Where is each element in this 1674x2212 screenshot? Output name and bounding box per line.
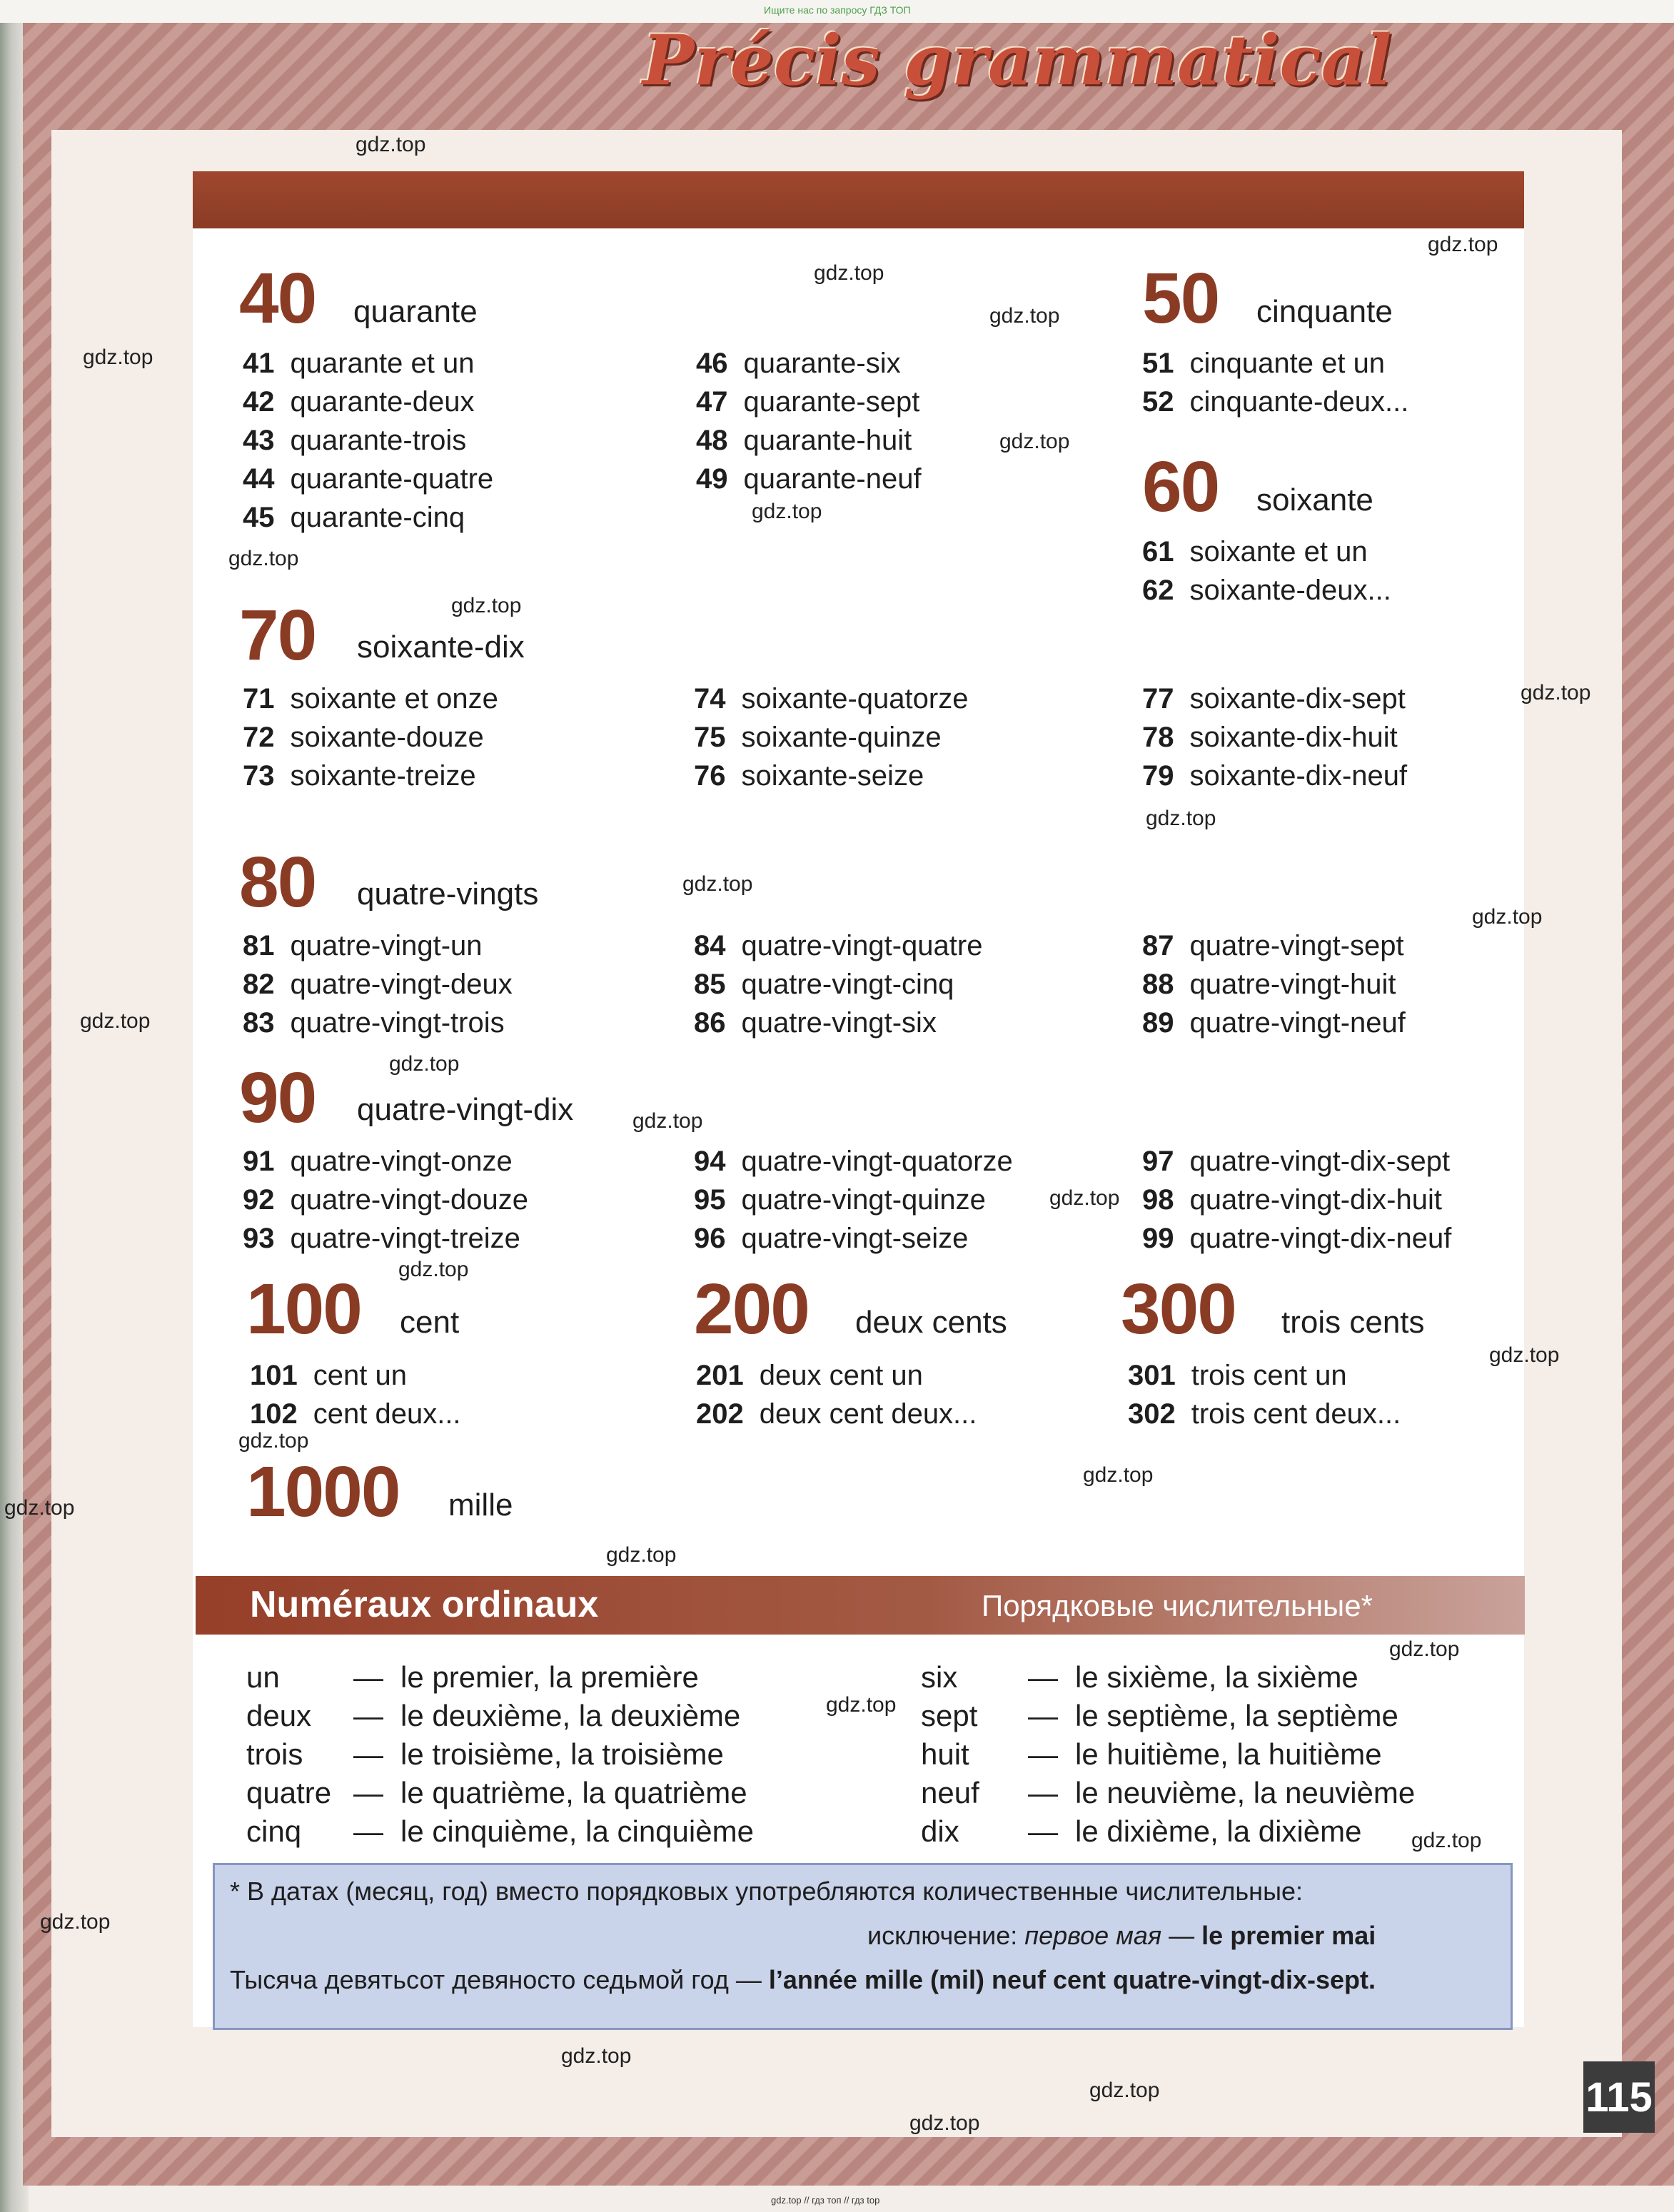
number-digits: 48 (696, 425, 728, 456)
big-number-100: 100 (246, 1269, 361, 1349)
word-1000: mille (448, 1488, 513, 1522)
number-word: quarante-trois (290, 425, 467, 456)
word-40: quarante (353, 294, 478, 329)
number-digits: 77 (1142, 683, 1174, 714)
number-row (243, 1004, 505, 1042)
number-row (694, 718, 942, 757)
number-digits: 47 (696, 386, 728, 418)
number-word: quarante-quatre (290, 463, 494, 495)
number-word: quatre-vingt-treize (290, 1223, 520, 1254)
ordinal-row (246, 1697, 740, 1735)
cardinal-word: huit (921, 1737, 969, 1771)
number-digits: 302 (1128, 1398, 1176, 1430)
number-word: cent un (313, 1360, 407, 1391)
number-digits: 84 (694, 930, 726, 961)
number-word: soixante-quatorze (741, 683, 969, 714)
number-row (696, 1395, 977, 1433)
number-word: quarante-neuf (743, 463, 922, 495)
watermark: gdz.top (40, 1910, 111, 1934)
watermark: gdz.top (1521, 681, 1591, 704)
number-row (694, 680, 968, 718)
number-word: quatre-vingt-deux (290, 969, 513, 1000)
number-row (1142, 1181, 1442, 1219)
number-digits: 41 (243, 348, 275, 379)
ordinal-forms: le quatrième, la quatrième (400, 1776, 747, 1809)
watermark: gdz.top (1049, 1186, 1120, 1210)
number-row (243, 383, 474, 421)
number-digits: 86 (694, 1007, 726, 1039)
number-digits: 87 (1142, 930, 1174, 961)
number-digits: 95 (694, 1184, 726, 1216)
watermark: gdz.top (606, 1543, 677, 1567)
number-digits: 96 (694, 1223, 726, 1254)
ordinal-row (246, 1812, 754, 1851)
dash: — (353, 1699, 383, 1732)
bottom-note: gdz.top // гдз топ // гдз top (771, 2195, 880, 2206)
number-word: soixante et un (1189, 536, 1368, 567)
number-digits: 91 (243, 1146, 275, 1177)
watermark: gdz.top (389, 1052, 460, 1076)
number-word: cinquante et un (1189, 348, 1386, 379)
watermark: gdz.top (561, 2044, 632, 2068)
number-row (243, 680, 498, 718)
number-word: quatre-vingt-dix-sept (1189, 1146, 1451, 1177)
number-digits: 98 (1142, 1184, 1174, 1216)
number-digits: 51 (1142, 348, 1174, 379)
number-word: quarante-cinq (290, 502, 465, 533)
panel-header-bar (193, 171, 1524, 228)
number-word: quatre-vingt-seize (741, 1223, 969, 1254)
watermark: gdz.top (4, 1496, 75, 1520)
watermark: gdz.top (356, 133, 426, 156)
number-row (243, 421, 466, 460)
number-row (694, 926, 982, 965)
number-row (694, 1181, 986, 1219)
ordinal-forms: le sixième, la sixième (1075, 1660, 1358, 1694)
number-row (250, 1356, 407, 1395)
number-word: trois cent un (1191, 1360, 1347, 1391)
watermark: gdz.top (228, 547, 299, 570)
word-80: quatre-vingts (357, 877, 539, 911)
number-digits: 43 (243, 425, 275, 456)
watermark: gdz.top (1428, 233, 1498, 256)
dash: — (353, 1737, 383, 1771)
number-digits: 78 (1142, 722, 1174, 753)
number-row (1142, 926, 1404, 965)
watermark: gdz.top (682, 872, 753, 896)
watermark: gdz.top (826, 1693, 897, 1717)
word-50: cinquante (1256, 294, 1393, 329)
ordinal-forms: le deuxième, la deuxième (400, 1699, 741, 1732)
number-row (1142, 718, 1398, 757)
number-digits: 92 (243, 1184, 275, 1216)
number-row (694, 1142, 1013, 1181)
number-digits: 83 (243, 1007, 275, 1039)
number-word: deux cent un (759, 1360, 923, 1391)
number-row (696, 460, 922, 498)
number-digits: 85 (694, 969, 726, 1000)
number-row (1142, 383, 1408, 421)
number-word: soixante-deux... (1189, 575, 1391, 606)
number-row (243, 498, 465, 537)
ordinal-row (246, 1658, 699, 1697)
number-row (1142, 965, 1396, 1004)
number-digits: 74 (694, 683, 726, 714)
number-word: soixante-treize (290, 760, 476, 792)
number-digits: 202 (696, 1398, 744, 1430)
note-exception-ru: первое мая (1024, 1921, 1162, 1950)
ordinal-forms: le premier, la première (400, 1660, 699, 1694)
note-line-3 (230, 1964, 1376, 1996)
number-row (1142, 571, 1391, 610)
ordinal-row (246, 1735, 724, 1774)
number-digits: 99 (1142, 1223, 1174, 1254)
number-row (694, 757, 924, 795)
cardinal-word: quatre (246, 1776, 332, 1809)
number-row (696, 383, 919, 421)
number-digits: 72 (243, 722, 275, 753)
number-digits: 75 (694, 722, 726, 753)
dash: — (353, 1660, 383, 1694)
note-line-2 (867, 1920, 1376, 1951)
ordinal-forms: le neuvième, la neuvième (1075, 1776, 1416, 1809)
number-row (243, 965, 513, 1004)
number-word: soixante et onze (290, 683, 498, 714)
dash: — (1028, 1660, 1058, 1694)
number-row (243, 718, 484, 757)
cardinal-word: sept (921, 1699, 978, 1732)
number-word: quatre-vingt-onze (290, 1146, 513, 1177)
watermark: gdz.top (398, 1258, 469, 1281)
number-row (1142, 1219, 1451, 1258)
number-word: quarante-sept (743, 386, 920, 418)
note-dash: — (1169, 1921, 1195, 1950)
watermark: gdz.top (1472, 905, 1543, 929)
top-search-note: Ищите нас по запросу ГДЗ ТОП (764, 4, 911, 16)
number-word: quatre-vingt-sept (1189, 930, 1404, 961)
number-word: soixante-dix-sept (1189, 683, 1406, 714)
big-number-90: 90 (239, 1058, 316, 1138)
number-word: quatre-vingt-quatre (741, 930, 983, 961)
watermark: gdz.top (1389, 1637, 1460, 1661)
watermark: gdz.top (451, 594, 522, 617)
big-number-70: 70 (239, 595, 316, 675)
number-word: soixante-douze (290, 722, 484, 753)
watermark: gdz.top (83, 345, 153, 369)
number-row (694, 965, 954, 1004)
watermark: gdz.top (1083, 1463, 1154, 1487)
number-row (696, 421, 912, 460)
ordinal-row (921, 1735, 1382, 1774)
number-digits: 82 (243, 969, 275, 1000)
number-digits: 94 (694, 1146, 726, 1177)
number-row (250, 1395, 461, 1433)
big-number-40: 40 (239, 258, 316, 338)
number-digits: 42 (243, 386, 275, 418)
watermark: gdz.top (814, 261, 884, 285)
watermark: gdz.top (1411, 1829, 1482, 1852)
number-digits: 81 (243, 930, 275, 961)
number-word: quarante et un (290, 348, 475, 379)
dash: — (353, 1776, 383, 1809)
number-word: cent deux... (313, 1398, 461, 1430)
watermark: gdz.top (238, 1429, 309, 1453)
watermark: gdz.top (752, 500, 822, 523)
number-row (694, 1219, 968, 1258)
number-word: quatre-vingt-cinq (741, 969, 954, 1000)
big-number-80: 80 (239, 842, 316, 922)
note-exception-label: исключение: (867, 1921, 1018, 1950)
number-digits: 102 (250, 1398, 298, 1430)
number-word: quatre-vingt-huit (1189, 969, 1396, 1000)
note-year-fr: l’année mille (mil) neuf cent quatre-vingt-dix-sept. (768, 1965, 1376, 1994)
word-70: soixante-dix (357, 630, 525, 665)
ordinal-row (246, 1774, 747, 1812)
note-exception-fr: le premier mai (1201, 1921, 1376, 1950)
word-90: quatre-vingt-dix (357, 1092, 574, 1127)
watermark: gdz.top (999, 430, 1070, 453)
ordinal-row (921, 1658, 1358, 1697)
number-digits: 44 (243, 463, 275, 495)
number-digits: 62 (1142, 575, 1174, 606)
page-title: Précis grammatical (642, 20, 1392, 101)
watermark: gdz.top (80, 1009, 151, 1033)
number-row (243, 1219, 520, 1258)
cardinal-word: deux (246, 1699, 312, 1732)
number-word: quatre-vingt-neuf (1189, 1007, 1406, 1039)
ordinal-forms: le septième, la septième (1075, 1699, 1398, 1732)
dash: — (1028, 1814, 1058, 1848)
watermark: gdz.top (1489, 1343, 1560, 1367)
number-row (243, 757, 476, 795)
number-digits: 46 (696, 348, 728, 379)
word-60: soixante (1256, 483, 1373, 517)
number-digits: 301 (1128, 1360, 1176, 1391)
watermark: gdz.top (909, 2111, 980, 2135)
number-digits: 71 (243, 683, 275, 714)
word-200: deux cents (855, 1305, 1007, 1340)
watermark: gdz.top (1089, 2079, 1160, 2102)
ordinals-title-fr: Numéraux ordinaux (250, 1584, 599, 1625)
number-row (243, 926, 483, 965)
number-digits: 88 (1142, 969, 1174, 1000)
dash: — (1028, 1737, 1058, 1771)
number-word: quatre-vingt-dix-huit (1189, 1184, 1442, 1216)
dash: — (1028, 1776, 1058, 1809)
page-number: 115 (1583, 2061, 1655, 2133)
number-row (1142, 532, 1368, 571)
cardinal-word: dix (921, 1814, 959, 1848)
dash: — (1028, 1699, 1058, 1732)
number-digits: 61 (1142, 536, 1174, 567)
number-digits: 201 (696, 1360, 744, 1391)
number-digits: 52 (1142, 386, 1174, 418)
number-word: quarante-huit (743, 425, 912, 456)
number-row (1128, 1356, 1347, 1395)
number-digits: 89 (1142, 1007, 1174, 1039)
ordinal-row (921, 1812, 1362, 1851)
ordinal-forms: le dixième, la dixième (1075, 1814, 1362, 1848)
number-digits: 73 (243, 760, 275, 792)
number-row (694, 1004, 937, 1042)
number-row (696, 344, 901, 383)
number-digits: 49 (696, 463, 728, 495)
number-digits: 93 (243, 1223, 275, 1254)
number-word: quatre-vingt-douze (290, 1184, 529, 1216)
number-row (1142, 757, 1407, 795)
watermark: gdz.top (632, 1109, 703, 1133)
ordinal-forms: le cinquième, la cinquième (400, 1814, 754, 1848)
number-digits: 79 (1142, 760, 1174, 792)
number-digits: 101 (250, 1360, 298, 1391)
cardinal-word: six (921, 1660, 958, 1694)
number-word: quatre-vingt-un (290, 930, 483, 961)
number-word: quarante-six (743, 348, 901, 379)
ordinal-forms: le troisième, la troisième (400, 1737, 724, 1771)
number-word: quatre-vingt-six (741, 1007, 937, 1039)
number-word: quatre-vingt-quatorze (741, 1146, 1013, 1177)
cardinal-word: cinq (246, 1814, 302, 1848)
number-word: soixante-seize (741, 760, 924, 792)
ordinal-row (921, 1697, 1398, 1735)
number-row (1142, 680, 1406, 718)
number-word: soixante-dix-huit (1189, 722, 1398, 753)
number-row (243, 1181, 528, 1219)
cardinal-word: trois (246, 1737, 303, 1771)
note-line-1: * В датах (месяц, год) вместо порядковых употребляются количественные числительные: (230, 1877, 1303, 1906)
ordinals-title-ru: Порядковые числительные* (982, 1589, 1373, 1622)
dash: — (353, 1814, 383, 1848)
ordinal-forms: le huitième, la huitième (1075, 1737, 1382, 1771)
number-word: deux cent deux... (759, 1398, 977, 1430)
number-row (1142, 1142, 1450, 1181)
big-number-60: 60 (1142, 447, 1219, 527)
number-row (1142, 344, 1385, 383)
number-row (243, 1142, 513, 1181)
cardinal-word: neuf (921, 1776, 979, 1809)
big-number-50: 50 (1142, 258, 1219, 338)
word-100: cent (400, 1305, 460, 1340)
cardinal-word: un (246, 1660, 280, 1694)
number-word: soixante-quinze (741, 722, 942, 753)
number-word: trois cent deux... (1191, 1398, 1401, 1430)
watermark: gdz.top (1146, 807, 1216, 830)
number-digits: 97 (1142, 1146, 1174, 1177)
big-number-300: 300 (1121, 1269, 1236, 1349)
number-row (1142, 1004, 1406, 1042)
big-number-200: 200 (694, 1269, 809, 1349)
watermark: gdz.top (989, 304, 1060, 328)
note-year-ru: Тысяча девятьсот девяносто седьмой год — (230, 1965, 762, 1994)
number-row (243, 460, 493, 498)
word-300: trois cents (1281, 1305, 1425, 1340)
number-digits: 45 (243, 502, 275, 533)
number-row (1128, 1395, 1401, 1433)
number-word: quarante-deux (290, 386, 475, 418)
number-digits: 76 (694, 760, 726, 792)
number-word: cinquante-deux... (1189, 386, 1409, 418)
number-row (243, 344, 475, 383)
ordinal-row (921, 1774, 1415, 1812)
number-word: quatre-vingt-trois (290, 1007, 505, 1039)
number-word: soixante-dix-neuf (1189, 760, 1408, 792)
number-word: quatre-vingt-quinze (741, 1184, 986, 1216)
number-row (696, 1356, 923, 1395)
number-word: quatre-vingt-dix-neuf (1189, 1223, 1452, 1254)
big-number-1000: 1000 (246, 1452, 400, 1532)
